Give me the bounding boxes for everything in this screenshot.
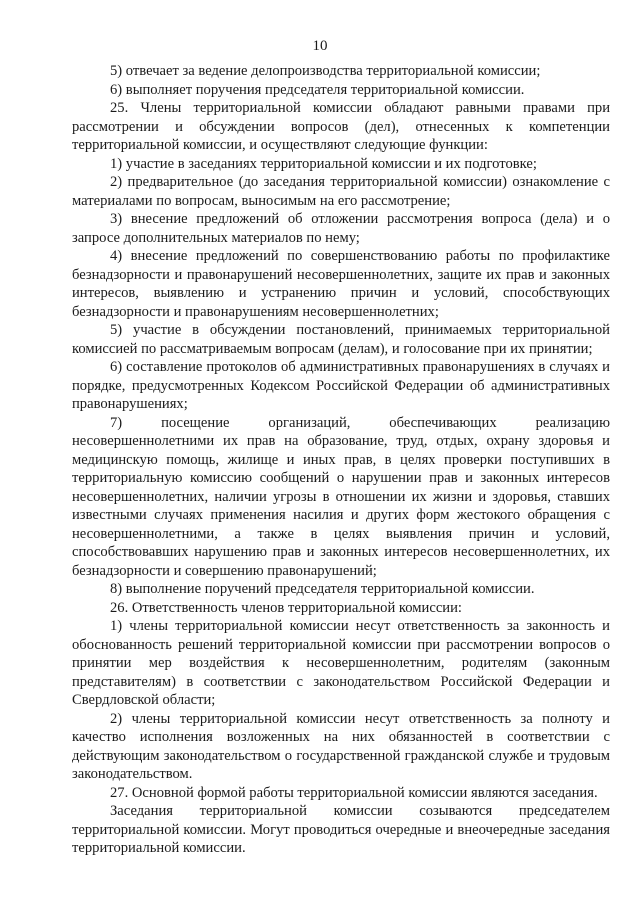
paragraph-function-1: 1) участие в заседаниях территориальной комиссии и их подготовке; [110,155,537,172]
page-number: 10 [312,38,328,54]
paragraph-function-8: 8) выполнение поручений председателя территориальной комиссии. [110,581,535,597]
paragraph-item-5-records: 5) отвечает за ведение делопроизводства территориальной комиссии; [110,63,541,79]
paragraph-function-6: 6) составление протоколов об административных правонарушениях в случаях и порядке, предусмотренных Кодексом Российской Федерации об административных правонарушениях; [72,359,610,412]
paragraph-meetings: Заседания территориальной комиссии созываются председателем территориальной комиссии. Могут проводиться очередные и внеочередные заседания территориальной комиссии. [72,803,610,856]
paragraph-function-2: 2) предварительное (до заседания территориальной комиссии) ознакомление с материалами по вопросам, выносимым на его рассмотрение; [72,174,610,209]
paragraph-function-5: 5) участие в обсуждении постановлений, принимаемых территориальной комиссией по рассматриваемым вопросам (делам), и голосование при их принятии; [72,322,610,357]
paragraph-section-26: 26. Ответственность членов территориальной комиссии: [110,599,462,616]
paragraph-responsibility-1: 1) члены территориальной комиссии несут ответственность за законность и обоснованность решений территориальной комиссии при рассмотрении вопросов о принятии мер воздействия к несовершеннолетним, родителям (законным представителям) в соответствии с законодательством Российской Федерации и Свердловской области; [72,618,610,708]
paragraph-function-7: 7) посещение организаций, обеспечивающих реализацию несовершеннолетними их прав на образование, труд, отдых, охрану здоровья и медицинскую помощь, жилище и иных прав, в целях проверки поступивших в территориальную комиссию сообщений о нарушении прав и законных интересов несовершеннолетних, наличии угрозы в отношении их жизни и здоровья, ставших известными случаях применения насилия и других форм жестокого обращения с несовершеннолетними, а также в целях выявления причин и условий, способствовавших нарушению прав и законных интересов несовершеннолетних, их безнадзорности и совершению правонарушений; [72,414,610,579]
document-body [72,62,610,858]
paragraph-section-25: 25. Члены территориальной комиссии обладают равными правами при рассмотрении и обсуждении вопросов (дел), отнесенных к компетенции территориальной комиссии, и осуществляют следующие функции: [72,100,610,153]
paragraph-function-4: 4) внесение предложений по совершенствованию работы по профилактике безнадзорности и правонарушений несовершеннолетних, защите их прав и законных интересов, выявлению и устранению причин и условий, способствующих безнадзорности и правонарушениям несовершеннолетних; [72,248,610,320]
paragraph-responsibility-2: 2) члены территориальной комиссии несут ответственность за полноту и качество исполнения возложенных на них обязанностей в соответствии с действующим законодательством о государственной гражданской службе и трудовым законодательством. [72,710,610,782]
paragraph-item-6-instructions: 6) выполняет поручения председателя территориальной комиссии. [110,81,525,98]
paragraph-function-3: 3) внесение предложений об отложении рассмотрения вопроса (дела) и о запросе дополнительных материалов по нему; [72,211,610,246]
paragraph-section-27: 27. Основной формой работы территориальной комиссии являются заседания. [110,784,598,801]
